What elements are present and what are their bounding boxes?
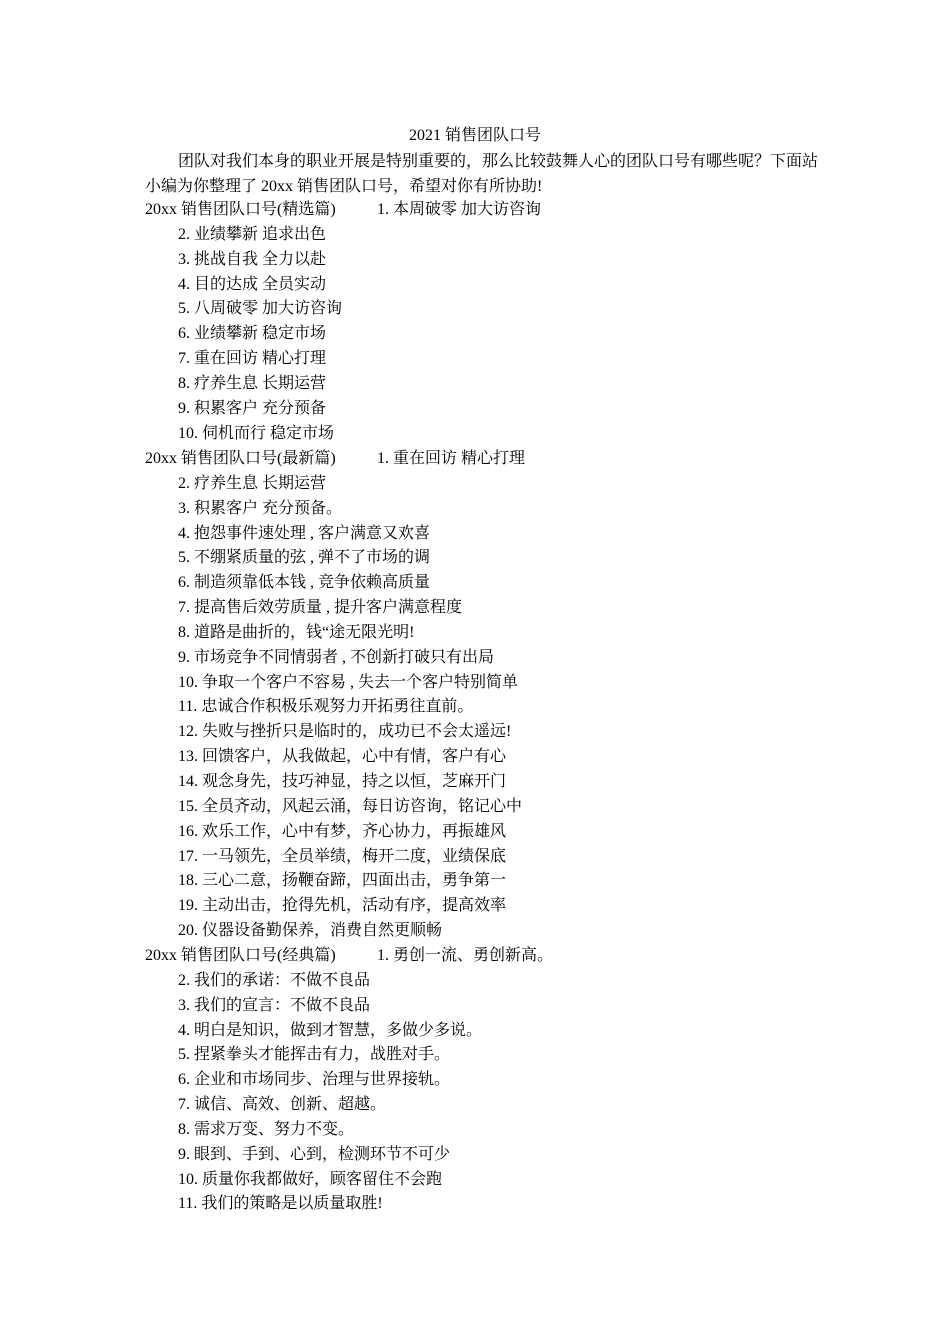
section-heading-line [145, 447, 825, 472]
list-item: 6. 企业和市场同步、治理与世界接轨。 [178, 1071, 451, 1089]
slogan-list [145, 223, 825, 447]
section-heading-line [145, 198, 825, 223]
list-item: 4. 明白是知识，做到才智慧，多做少多说。 [178, 1021, 483, 1039]
list-item: 8. 道路是曲折的，钱“途无限光明! [178, 623, 415, 641]
list-item: 3. 我们的宣言：不做不良品 [178, 996, 371, 1014]
list-item: 2. 业绩攀新 追求出色 [178, 225, 327, 243]
list-item: 2. 我们的承诺：不做不良品 [178, 971, 371, 989]
list-item: 16. 欢乐工作，心中有梦，齐心协力，再振雄风 [178, 822, 507, 840]
list-item: 3. 挑战自我 全力以赴 [178, 250, 327, 268]
intro-paragraph: 团队对我们本身的职业开展是特别重要的，那么比较鼓舞人心的团队口号有哪些呢？下面站小编为你整理了 20xx 销售团队口号，希望对你有所协助! [145, 153, 819, 195]
list-item: 11. 我们的策略是以质量取胜! [178, 1195, 383, 1213]
list-item: 6. 业绩攀新 稳定市场 [178, 325, 327, 343]
list-item: 15. 全员齐动，风起云涌，每日访咨询，铭记心中 [178, 797, 523, 815]
section-heading-line [145, 944, 825, 969]
list-item: 2. 疗养生息 长期运营 [178, 474, 327, 492]
list-item: 7. 重在回访 精心打理 [178, 350, 327, 368]
list-item: 9. 市场竞争不同情弱者 , 不创新打破只有出局 [178, 648, 495, 666]
list-item: 19. 主动出击，抢得先机，活动有序，提高效率 [178, 897, 507, 915]
list-item: 10. 伺机而行 稳定市场 [178, 424, 335, 442]
list-item: 1. 勇创一流、勇创新高。 [377, 947, 554, 964]
list-item: 4. 目的达成 全员实动 [178, 275, 327, 293]
list-item: 5. 八周破零 加大访咨询 [178, 300, 343, 318]
slogan-list [145, 969, 825, 1217]
list-item: 7. 诚信、高效、创新、超越。 [178, 1096, 387, 1114]
list-item: 20. 仪器设备勤保养，消费自然更顺畅 [178, 922, 443, 940]
list-item: 4. 抱怨事件速处理 , 客户满意又欢喜 [178, 524, 431, 542]
section-latest [145, 447, 825, 944]
section-featured [145, 198, 825, 446]
list-item: 13. 回馈客户，从我做起，心中有情，客户有心 [178, 748, 507, 766]
document-title: 2021 销售团队口号 [408, 127, 541, 144]
slogan-list [145, 472, 825, 944]
list-item: 5. 不绷紧质量的弦 , 弹不了市场的调 [178, 549, 431, 567]
list-item: 10. 质量你我都做好，顾客留住不会跑 [178, 1170, 443, 1188]
list-item: 1. 本周破零 加大访咨询 [377, 201, 542, 218]
list-item: 8. 需求万变、努力不变。 [178, 1120, 355, 1138]
list-item: 8. 疗养生息 长期运营 [178, 374, 327, 392]
section-heading: 20xx 销售团队口号(经典篇) [145, 947, 336, 964]
list-item: 1. 重在回访 精心打理 [377, 450, 526, 467]
list-item: 9. 积累客户 充分预备 [178, 399, 327, 417]
list-item: 12. 失败与挫折只是临时的，成功已不会太遥远! [178, 723, 512, 741]
list-item: 6. 制造须靠低本钱 , 竞争依赖高质量 [178, 574, 431, 592]
list-item: 10. 争取一个客户不容易 , 失去一个客户特别简单 [178, 673, 519, 691]
list-item: 17. 一马领先，全员举绩，梅开二度，业绩保底 [178, 847, 507, 865]
list-item: 11. 忠诚合作积极乐观努力开拓勇往直前。 [178, 698, 474, 716]
list-item: 3. 积累客户 充分预备。 [178, 499, 343, 517]
section-heading: 20xx 销售团队口号(最新篇) [145, 450, 336, 467]
list-item: 7. 提高售后效劳质量 , 提升客户满意程度 [178, 599, 463, 617]
list-item: 5. 捏紧拳头才能挥击有力，战胜对手。 [178, 1046, 451, 1064]
list-item: 18. 三心二意，扬鞭奋蹄，四面出击，勇争第一 [178, 872, 507, 890]
section-heading: 20xx 销售团队口号(精选篇) [145, 201, 336, 218]
list-item: 9. 眼到、手到、心到，检测环节不可少 [178, 1145, 451, 1163]
list-item: 14. 观念身先，技巧神显，持之以恒，芝麻开门 [178, 772, 507, 790]
section-classic [145, 944, 825, 1217]
